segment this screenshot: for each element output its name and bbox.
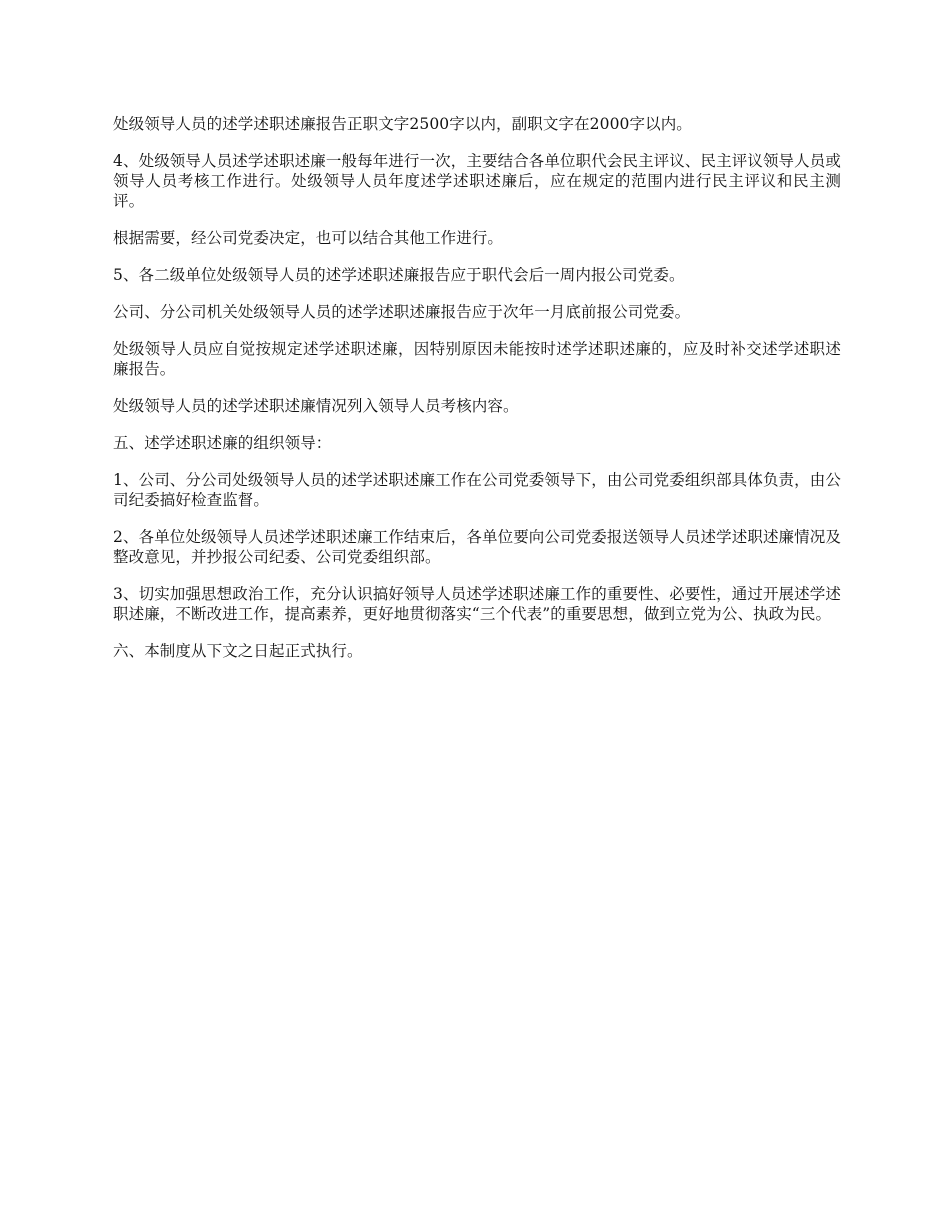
- document-page: [113, 114, 841, 678]
- paragraph-org-item-2: 2、各单位处级领导人员述学述职述廉工作结束后，各单位要向公司党委报送领导人员述学述职述廉情况及整改意见，并抄报公司纪委、公司党委组织部。: [113, 528, 841, 566]
- paragraph-item-5: 5、各二级单位处级领导人员的述学述职述廉报告应于职代会后一周内报公司党委。: [113, 266, 685, 284]
- paragraph-org-item-3: 3、切实加强思想政治工作，充分认识搞好领导人员述学述职述廉工作的重要性、必要性，通过开展述学述职述廉，不断改进工作，提高素养，更好地贯彻落实“三个代表”的重要思想，做到立党为公、执政为民。: [113, 585, 841, 623]
- paragraph-org-item-1: 1、公司、分公司处级领导人员的述学述职述廉工作在公司党委领导下，由公司党委组织部具体负责，由公司纪委搞好检查监督。: [113, 471, 841, 509]
- paragraph-assessment: 处级领导人员的述学述职述廉情况列入领导人员考核内容。: [113, 397, 519, 415]
- paragraph-word-limit: 处级领导人员的述学述职述廉报告正职文字2500字以内，副职文字在2000字以内。: [113, 115, 692, 133]
- section-heading-organization: 五、述学述职述廉的组织领导：: [113, 434, 332, 452]
- paragraph-hq-report-deadline: 公司、分公司机关处级领导人员的述学述职述廉报告应于次年一月底前报公司党委。: [113, 303, 691, 321]
- paragraph-item-4: 4、处级领导人员述学述职述廉一般每年进行一次，主要结合各单位职代会民主评议、民主评议领导人员或领导人员考核工作进行。处级领导人员年度述学述职述廉后，应在规定的范围内进行民主评议和民主测评。: [113, 152, 841, 210]
- paragraph-party-decision: 根据需要，经公司党委决定，也可以结合其他工作进行。: [113, 229, 504, 247]
- paragraph-late-submission: 处级领导人员应自觉按规定述学述职述廉，因特别原因未能按时述学述职述廉的，应及时补交述学述职述廉报告。: [113, 340, 841, 378]
- section-heading-effective-date: 六、本制度从下文之日起正式执行。: [113, 642, 363, 660]
